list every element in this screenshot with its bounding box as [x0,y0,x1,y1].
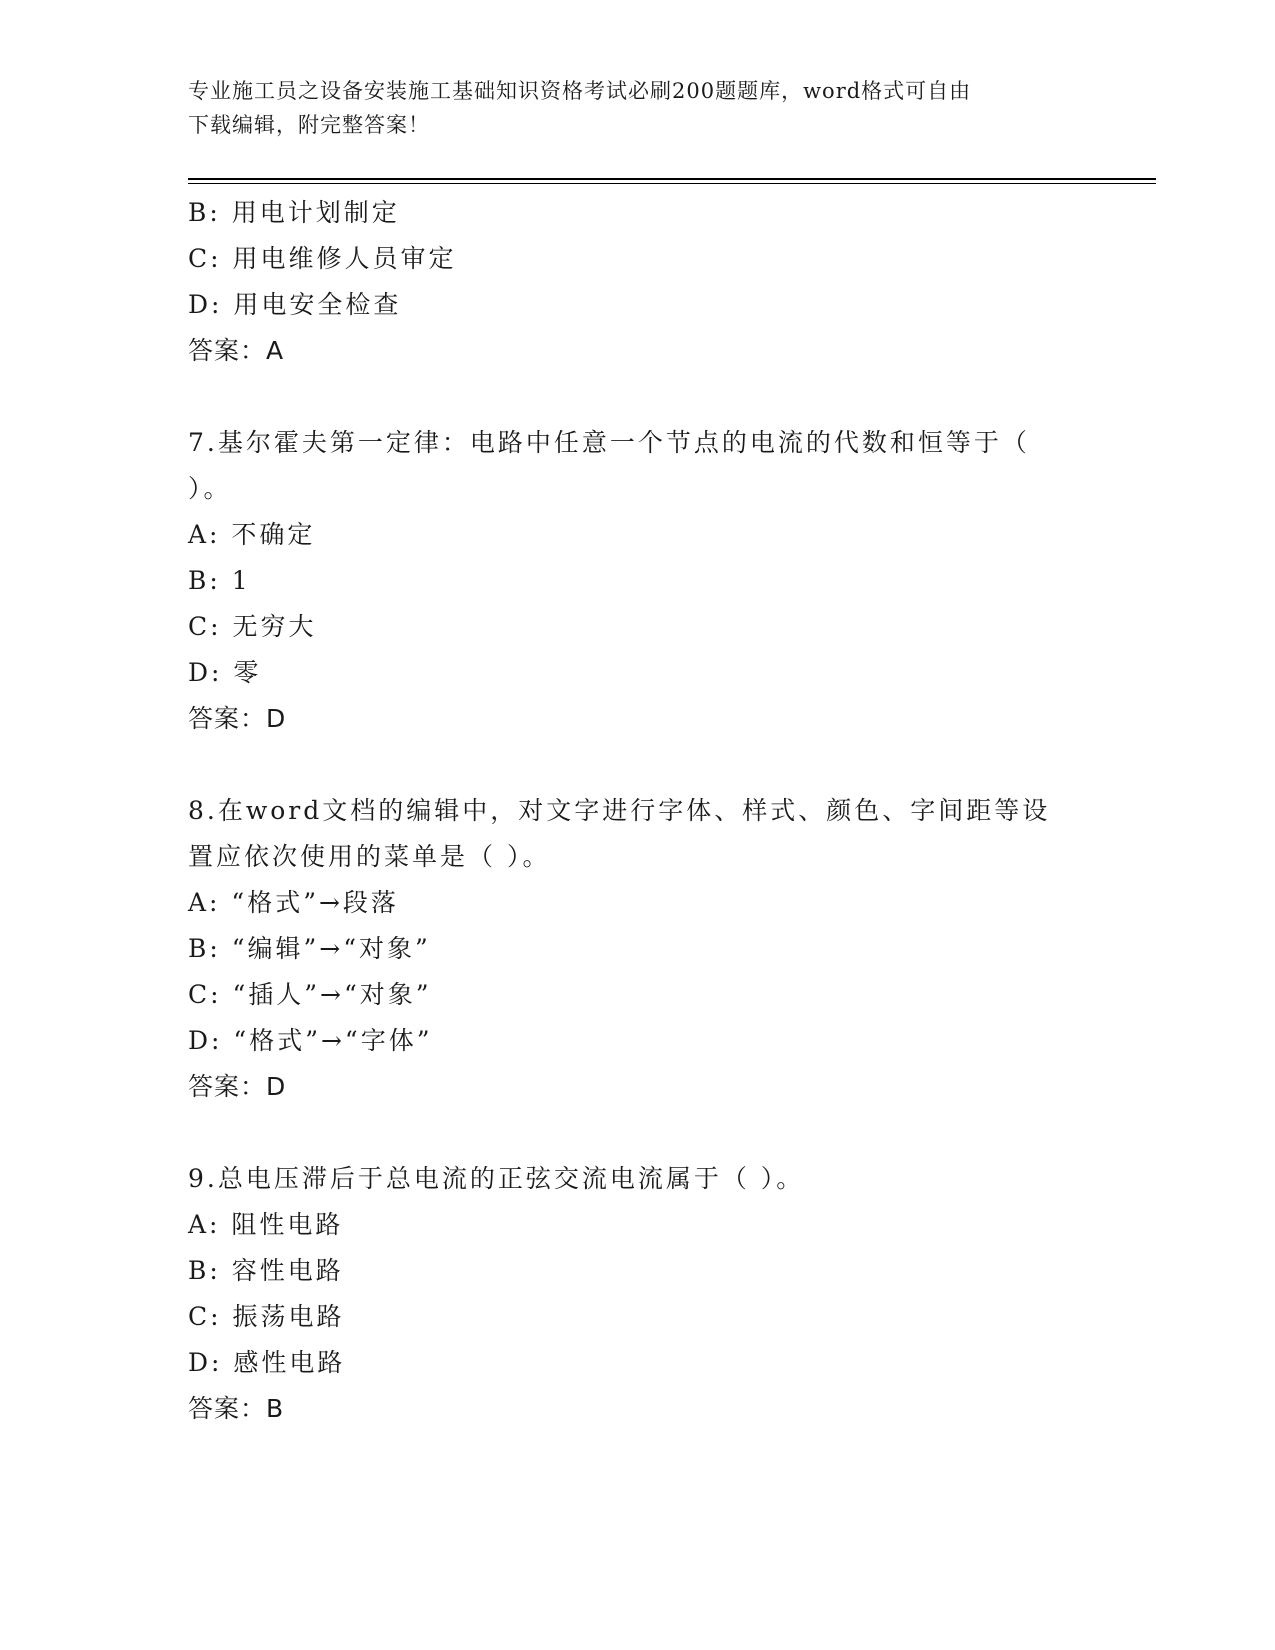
question-stem-line-1: 8.在word文档的编辑中，对文字进行字体、样式、颜色、字间距等设 [188,796,1051,825]
question-stem-line-2: 置应依次使用的菜单是（ ）。 [188,842,551,871]
option-b: B: “编辑”→“对象” [188,934,431,963]
answer: 答案：D [188,704,287,733]
option-a: A: 阻性电路 [188,1210,344,1239]
header-line-2: 下载编辑，附完整答案！ [188,113,430,137]
question-6-tail [188,190,1088,374]
option-c: C: “插人”→“对象” [188,980,432,1009]
question-stem-line-1: 9.总电压滞后于总电流的正弦交流电流属于（ ）。 [188,1164,805,1193]
header-rule-thick [188,178,1156,180]
option-d: D: 感性电路 [188,1348,346,1377]
header-rule-thin [188,183,1156,184]
option-b: B: 用电计划制定 [188,198,400,227]
question-8 [188,788,1088,1110]
option-b: B: 1 [188,566,251,595]
question-7 [188,420,1088,742]
question-stem-line-2: ）。 [188,474,232,503]
document-header [188,74,1088,142]
answer: 答案：D [188,1072,287,1101]
answer: 答案：A [188,336,285,365]
option-c: C: 振荡电路 [188,1302,345,1331]
option-b: B: 容性电路 [188,1256,344,1285]
option-d: D: 零 [188,658,262,687]
option-c: C: 用电维修人员审定 [188,244,457,273]
option-c: C: 无穷大 [188,612,317,641]
question-9 [188,1156,1088,1432]
option-a: A: 不确定 [188,520,316,549]
header-line-1: 专业施工员之设备安装施工基础知识资格考试必刷200题题库，word格式可自由 [188,79,972,103]
document-body [188,190,1088,1432]
answer: 答案：B [188,1394,285,1423]
option-d: D: “格式”→“字体” [188,1026,433,1055]
option-a: A: “格式”→段落 [188,888,399,917]
question-stem-line-1: 7.基尔霍夫第一定律：电路中任意一个节点的电流的代数和恒等于（ [188,428,1030,457]
option-d: D: 用电安全检查 [188,290,402,319]
